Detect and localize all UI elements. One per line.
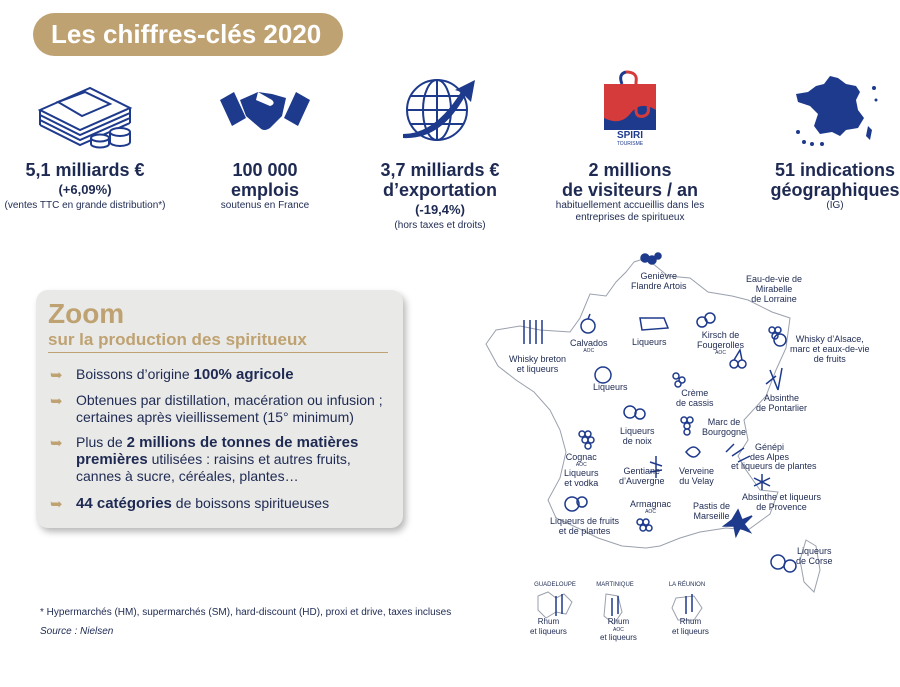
label-creme-cassis: Crème de cassis — [676, 388, 714, 408]
kpi-exports-growth: (-19,4%) — [415, 202, 465, 217]
label-genepi: Génépi des Alpes — [750, 442, 790, 462]
label-calvados: Calvados AOC — [570, 338, 608, 354]
zoom-item-3-bold: 2 millions de tonnes de matières premières — [76, 434, 359, 468]
label-whisky-alsace: Whisky d’Alsace, marc et eaux-de-vie de fruits — [790, 334, 870, 364]
arrow-icon: ➥ — [50, 435, 63, 452]
label-gentiane: Gentiane d’Auvergne — [619, 466, 665, 486]
kpi-gi-note: (IG) — [826, 200, 844, 211]
kpi-gi-value: 51 indications — [774, 160, 896, 180]
label-liqueurs-w: Liqueurs — [593, 382, 628, 392]
kpi-visitors-note-2: entreprises de spiritueux — [575, 212, 685, 223]
footnote: * Hypermarchés (HM), supermarchés (SM), hard-discount (HD), proxi et drive, taxes incluses — [40, 607, 452, 618]
kpi-sales-growth: (+6,09%) — [58, 182, 112, 197]
dom-martinique-label: Rhum AOC et liqueurs — [600, 617, 637, 642]
label-genievre: Genièvre Flandre Artois — [631, 271, 687, 291]
zoom-item-4-rest: de boissons spiritueuses — [171, 495, 330, 511]
kpi-sales-note: (ventes TTC en grande distribution*) — [4, 200, 166, 211]
arrow-icon: ➥ — [50, 496, 63, 513]
source: Source : Nielsen — [40, 626, 114, 637]
kpi-jobs-note: soutenus en France — [220, 200, 310, 211]
label-absinthe-provence: Absinthe et liqueurs de Provence — [742, 492, 822, 512]
label-cognac: Cognac AOC Liqueurs et vodka — [564, 452, 599, 488]
dom-reunion-name: LA RÉUNION — [668, 582, 706, 588]
kpi-visitors-note-1: habituellement accueillis dans les — [555, 200, 705, 211]
arrow-icon: ➥ — [50, 367, 63, 384]
corsica-fruits-icon — [771, 555, 796, 572]
zoom-item-3-rest: utilisées : raisins et autres fruits, cannes à sucre, céréales, plantes… — [76, 451, 351, 484]
label-pastis: Pastis de Marseille — [693, 501, 731, 521]
berries-icon — [641, 253, 661, 264]
label-liqueurs-corse: Liqueurs de Corse — [796, 546, 833, 566]
label-mirabelle: Eau-de-vie de Mirabelle de Lorraine — [746, 274, 803, 304]
label-absinthe-pontarlier: Absinthe de Pontarlier — [756, 393, 808, 413]
label-liqueurs-noix: Liqueurs de noix — [620, 426, 655, 446]
kpi-visitors-label: de visiteurs / an — [561, 180, 699, 200]
label-armagnac: Armagnac AOC — [630, 499, 672, 515]
label-whisky-breton: Whisky breton et liqueurs — [509, 354, 567, 374]
kpi-exports-value: 3,7 milliards € — [380, 160, 500, 180]
guadeloupe-outline — [538, 592, 572, 618]
label-liqueurs-fruits: Liqueurs de fruits et de plantes — [550, 516, 620, 536]
dom-martinique-name: MARTINIQUE — [596, 582, 634, 588]
kpi-exports-label: d’exportation — [382, 180, 497, 200]
zoom-title: Zoom — [48, 298, 125, 329]
dom-reunion-label: Rhum et liqueurs — [672, 617, 709, 636]
zoom-item-1-bold: 100% agricole — [193, 366, 294, 383]
dom-guadeloupe-name: GUADELOUPE — [534, 582, 576, 588]
label-liqueurs-plantes: et liqueurs de plantes — [731, 461, 817, 471]
kpi-visitors-value: 2 millions — [588, 160, 672, 180]
kpi-gi-label: géographiques — [770, 180, 900, 200]
page-title: Les chiffres-clés 2020 — [33, 13, 343, 56]
label-kirsch: Kirsch de Fougerolles AOC — [697, 330, 745, 356]
label-liqueurs-nw: Liqueurs — [632, 337, 667, 347]
logo-text-spiri: SPIRI — [616, 130, 644, 141]
zoom-item-3-text: Plus de — [76, 434, 127, 450]
arrow-icon: ➥ — [50, 393, 63, 410]
logo-text-tourisme: TOURISME — [616, 141, 644, 147]
label-marc-bourgogne: Marc de Bourgogne — [702, 417, 747, 437]
zoom-item-1-text: Boissons d’origine — [76, 366, 194, 382]
kpi-sales-value: 5,1 milliards € — [25, 160, 145, 180]
kpi-exports-note: (hors taxes et droits) — [394, 220, 486, 231]
kpi-jobs-label: emplois — [230, 180, 300, 200]
zoom-item-2-text: Obtenues par distillation, macération ou infusion ; certaines après vieillissement (15° minimum) — [76, 392, 383, 425]
label-verveine: Verveine du Velay — [679, 466, 715, 486]
dom-guadeloupe-label: Rhum et liqueurs — [530, 617, 567, 636]
zoom-item-4-bold: 44 catégories — [76, 495, 172, 512]
zoom-subtitle: sur la production des spiritueux — [48, 330, 307, 349]
kpi-jobs-value: 100 000 — [232, 160, 298, 180]
